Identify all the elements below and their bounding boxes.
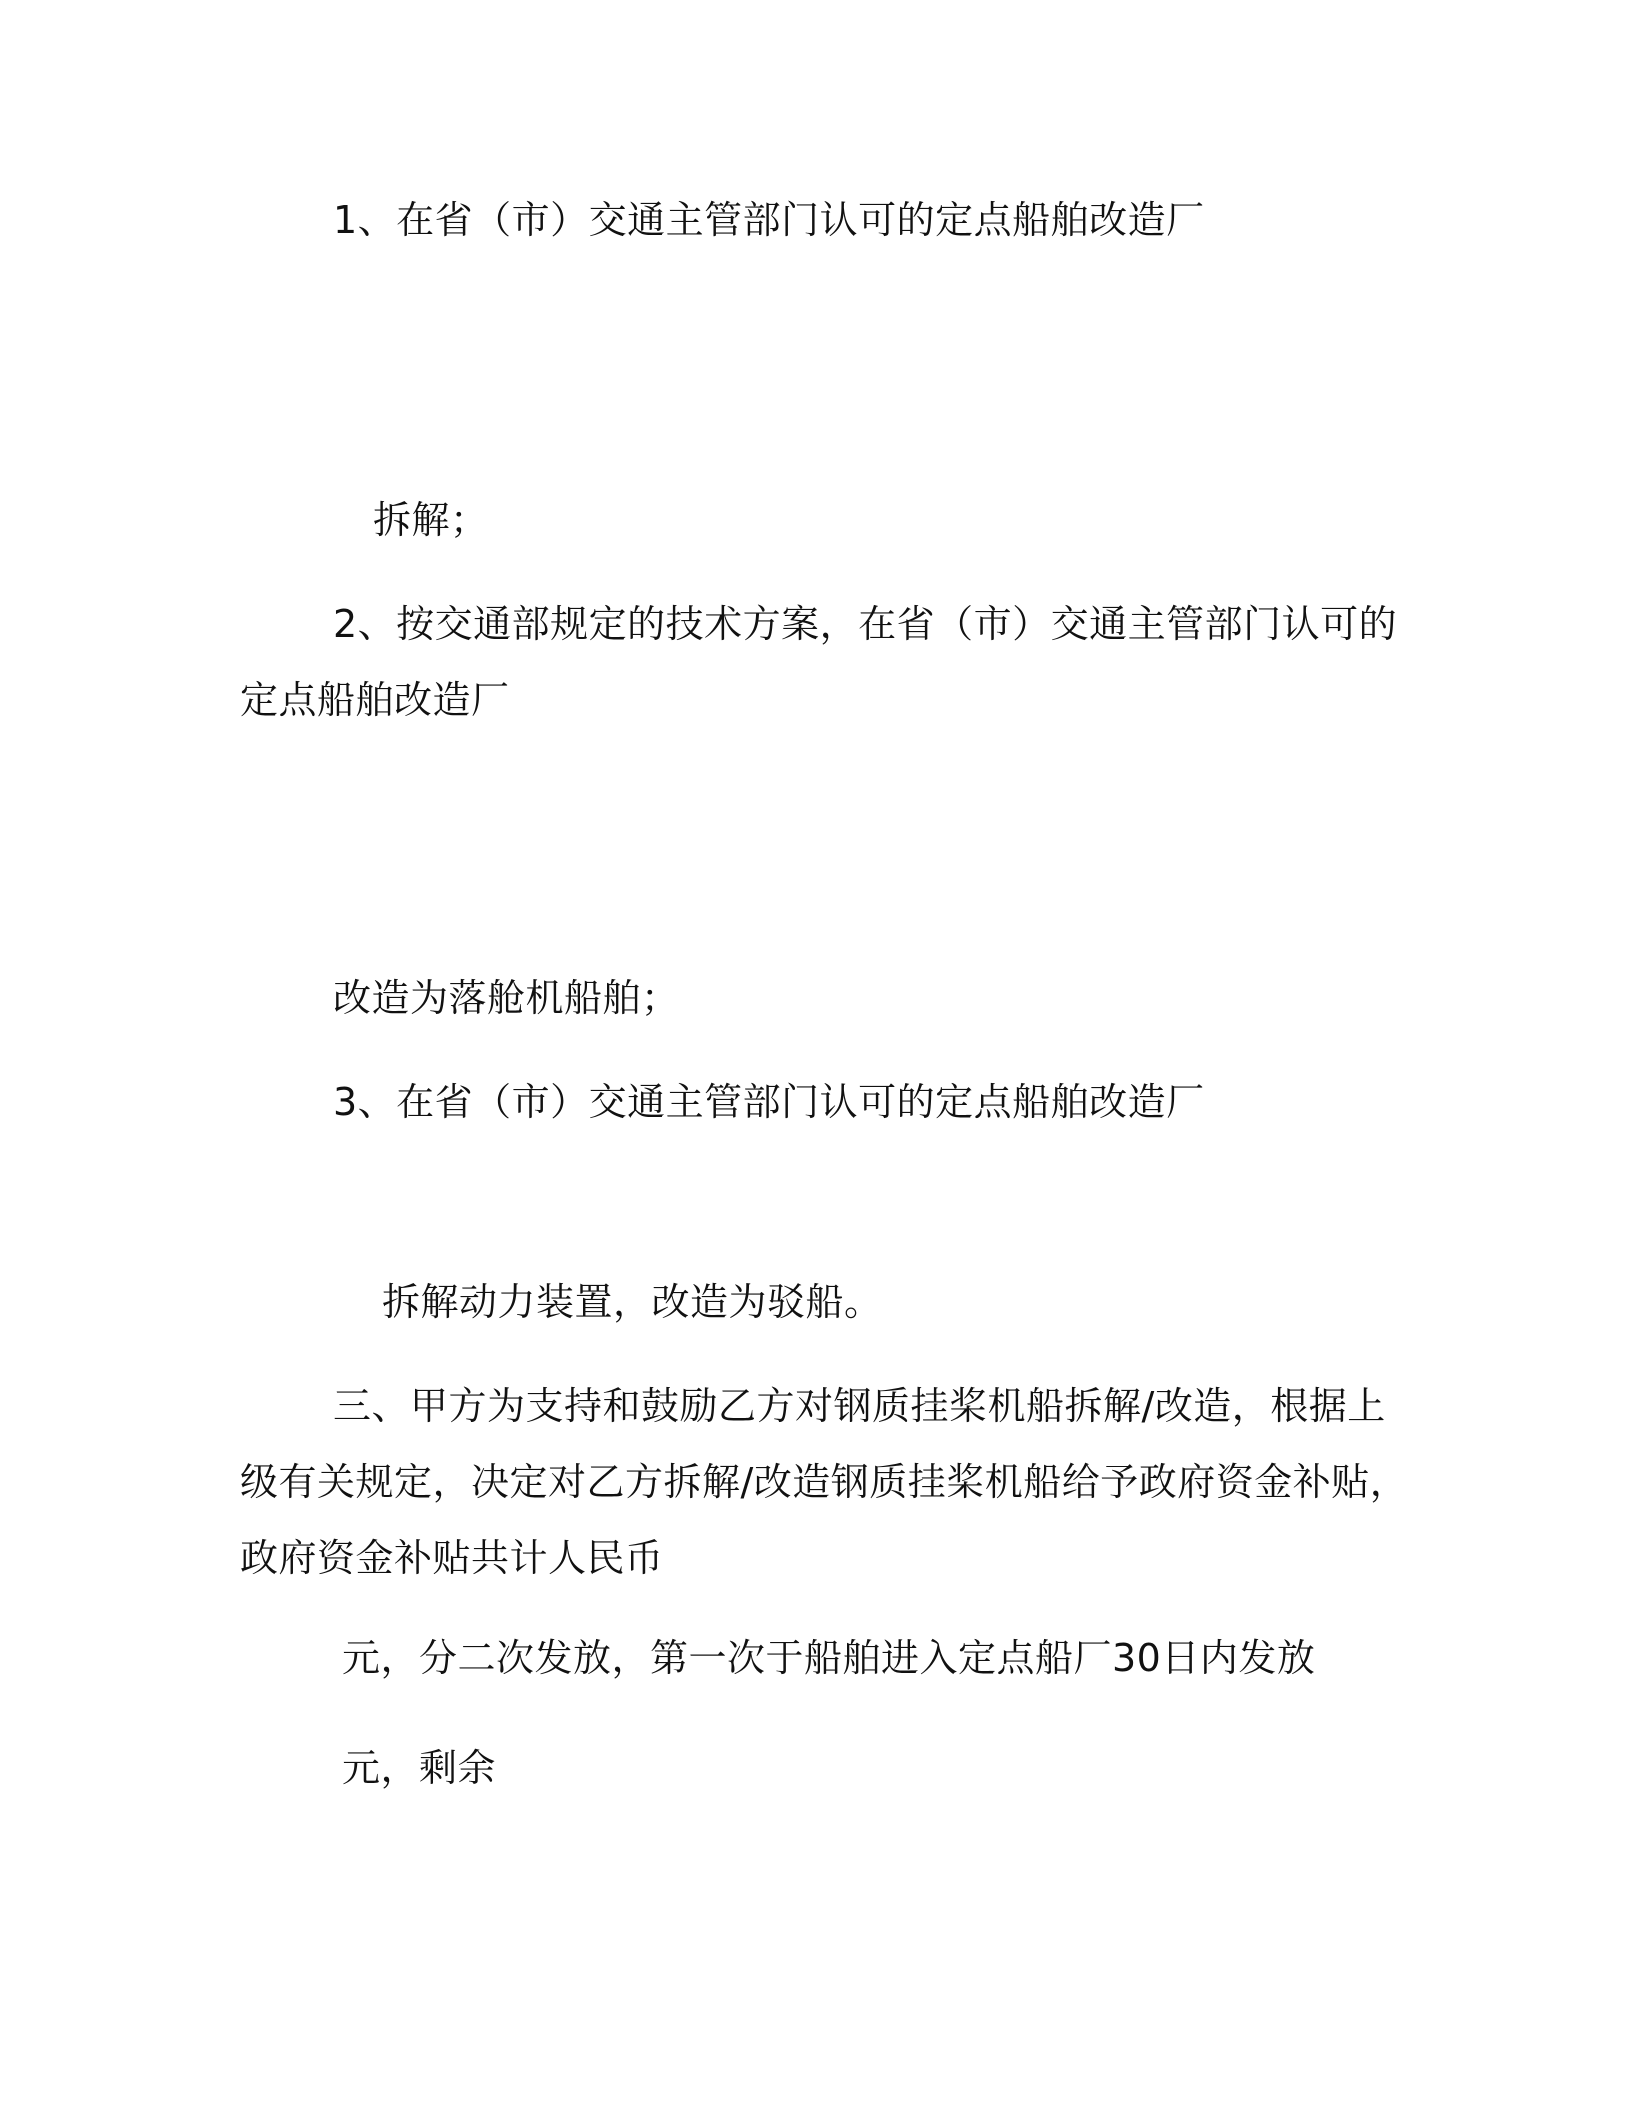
clause-2-line-1: 2、按交通部规定的技术方案，在省（市）交通主管部门认可的	[333, 602, 1398, 646]
section-3-line-2: 级有关规定，决定对乙方拆解/改造钢质挂桨机船给予政府资金补贴，	[240, 1460, 1409, 1504]
section-3-line-5: 元，剩余	[342, 1746, 497, 1790]
clause-2-line-3: 改造为落舱机船舶；	[333, 976, 680, 1020]
clause-3-line-2: 拆解动力装置，改造为驳船。	[382, 1280, 883, 1324]
clause-1-line-2: 拆解；	[373, 498, 489, 542]
clause-2-line-2: 定点船舶改造厂	[240, 678, 510, 722]
clause-3-line-1: 3、在省（市）交通主管部门认可的定点船舶改造厂	[333, 1080, 1205, 1124]
section-3-line-4: 元，分二次发放，第一次于船舶进入定点船厂30日内发放	[342, 1636, 1316, 1680]
section-3-line-1: 三、甲方为支持和鼓励乙方对钢质挂桨机船拆解/改造，根据上	[333, 1384, 1386, 1428]
clause-1-line-1: 1、在省（市）交通主管部门认可的定点船舶改造厂	[333, 198, 1205, 242]
section-3-line-3: 政府资金补贴共计人民币	[240, 1536, 664, 1580]
